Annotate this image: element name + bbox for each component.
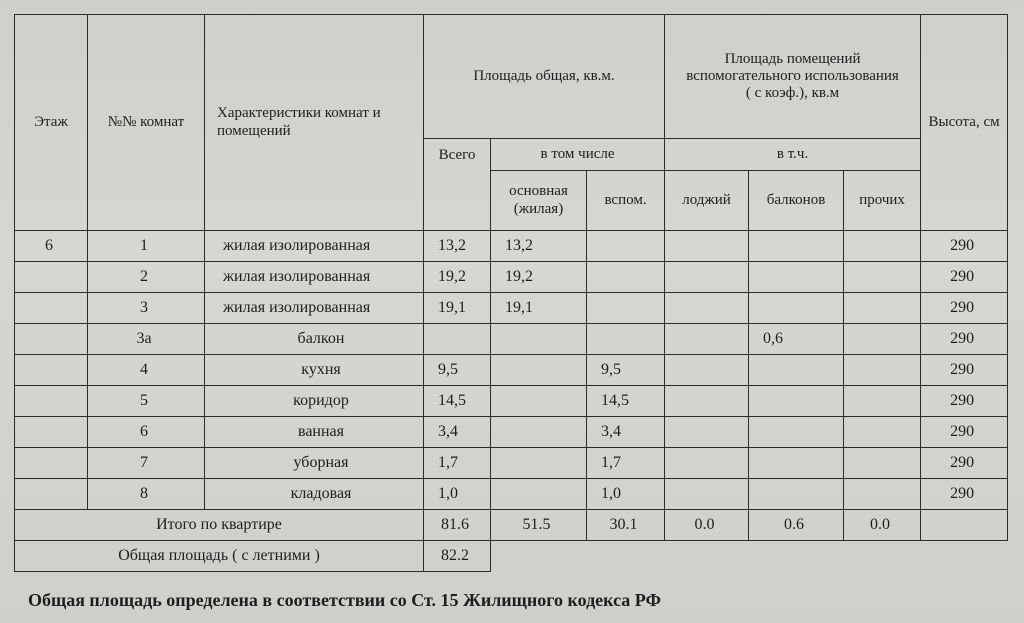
cell-aux: [587, 262, 665, 293]
cell-room: 1: [88, 231, 205, 262]
cell-total: 14,5: [424, 386, 491, 417]
cell-other: [844, 386, 921, 417]
table-row: [15, 231, 1008, 262]
cell-floor: [15, 448, 88, 479]
cell-room: 4: [88, 355, 205, 386]
table-row: [15, 448, 1008, 479]
cell-loggia: [665, 262, 749, 293]
cell-other: [844, 324, 921, 355]
summer-area-empty: [491, 541, 1008, 572]
cell-main: 19,1: [491, 293, 587, 324]
table-row: [15, 293, 1008, 324]
cell-room: 3а: [88, 324, 205, 355]
cell-floor: 6: [15, 231, 88, 262]
cell-room: 7: [88, 448, 205, 479]
cell-main: [491, 324, 587, 355]
cell-description: балкон: [205, 324, 424, 355]
totals-total: 81.6: [424, 510, 491, 541]
header-other: прочих: [844, 171, 921, 231]
header-floor: Этаж: [15, 15, 88, 231]
cell-aux: 1,7: [587, 448, 665, 479]
table-row: [15, 262, 1008, 293]
cell-description: кухня: [205, 355, 424, 386]
cell-other: [844, 355, 921, 386]
cell-description: жилая изолированная: [205, 262, 424, 293]
cell-floor: [15, 262, 88, 293]
cell-main: [491, 479, 587, 510]
cell-balcony: [749, 479, 844, 510]
cell-aux: 14,5: [587, 386, 665, 417]
cell-loggia: [665, 231, 749, 262]
cell-balcony: [749, 262, 844, 293]
cell-height: 290: [921, 479, 1008, 510]
totals-height: [921, 510, 1008, 541]
header-main: основная (жилая): [491, 171, 587, 231]
table-row: [15, 386, 1008, 417]
cell-height: 290: [921, 262, 1008, 293]
cell-other: [844, 417, 921, 448]
cell-main: 19,2: [491, 262, 587, 293]
cell-room: 5: [88, 386, 205, 417]
totals-balcony: 0.6: [749, 510, 844, 541]
totals-row: [15, 510, 1008, 541]
cell-balcony: [749, 448, 844, 479]
header-including: в том числе: [491, 139, 665, 171]
table-row: [15, 479, 1008, 510]
cell-height: 290: [921, 417, 1008, 448]
header-characteristics: Характеристики комнат и помещений: [205, 15, 424, 231]
cell-balcony: [749, 293, 844, 324]
cell-room: 3: [88, 293, 205, 324]
summer-area-label: Общая площадь ( с летними ): [15, 541, 424, 572]
cell-aux: 9,5: [587, 355, 665, 386]
cell-total: 9,5: [424, 355, 491, 386]
cell-aux: [587, 324, 665, 355]
cell-total: [424, 324, 491, 355]
cell-room: 6: [88, 417, 205, 448]
cell-floor: [15, 355, 88, 386]
cell-total: 19,1: [424, 293, 491, 324]
cell-other: [844, 448, 921, 479]
header-loggias: лоджий: [665, 171, 749, 231]
cell-floor: [15, 324, 88, 355]
cell-balcony: [749, 417, 844, 448]
summer-area-row: [15, 541, 1008, 572]
cell-balcony: [749, 386, 844, 417]
cell-loggia: [665, 355, 749, 386]
cell-description: ванная: [205, 417, 424, 448]
room-area-table: [14, 14, 1008, 572]
cell-height: 290: [921, 355, 1008, 386]
cell-total: 3,4: [424, 417, 491, 448]
cell-main: [491, 448, 587, 479]
cell-main: [491, 355, 587, 386]
cell-balcony: [749, 231, 844, 262]
cell-other: [844, 262, 921, 293]
cell-floor: [15, 479, 88, 510]
table-row: [15, 324, 1008, 355]
table-row: [15, 417, 1008, 448]
cell-loggia: [665, 448, 749, 479]
cell-floor: [15, 386, 88, 417]
totals-loggia: 0.0: [665, 510, 749, 541]
cell-loggia: [665, 293, 749, 324]
header-incl-short: в т.ч.: [665, 139, 921, 171]
cell-total: 13,2: [424, 231, 491, 262]
cell-height: 290: [921, 448, 1008, 479]
footer-note: Общая площадь определена в соответствии со Ст. 15 Жилищного кодекса РФ: [28, 590, 661, 610]
cell-other: [844, 231, 921, 262]
cell-total: 19,2: [424, 262, 491, 293]
totals-label: Итого по квартире: [15, 510, 424, 541]
header-height: Высота, см: [921, 15, 1008, 231]
cell-total: 1,0: [424, 479, 491, 510]
cell-description: кладовая: [205, 479, 424, 510]
cell-balcony: [749, 355, 844, 386]
cell-height: 290: [921, 324, 1008, 355]
cell-floor: [15, 417, 88, 448]
cell-main: [491, 417, 587, 448]
header-all: Всего: [424, 139, 491, 231]
header-room-number: №№ комнат: [88, 15, 205, 231]
cell-loggia: [665, 417, 749, 448]
totals-main: 51.5: [491, 510, 587, 541]
cell-total: 1,7: [424, 448, 491, 479]
cell-loggia: [665, 324, 749, 355]
cell-description: уборная: [205, 448, 424, 479]
cell-main: 13,2: [491, 231, 587, 262]
cell-height: 290: [921, 386, 1008, 417]
cell-description: жилая изолированная: [205, 293, 424, 324]
cell-aux: [587, 293, 665, 324]
header-aux: вспом.: [587, 171, 665, 231]
cell-balcony: 0,6: [749, 324, 844, 355]
totals-aux: 30.1: [587, 510, 665, 541]
cell-loggia: [665, 479, 749, 510]
cell-description: коридор: [205, 386, 424, 417]
cell-aux: 3,4: [587, 417, 665, 448]
table-row: [15, 355, 1008, 386]
header-aux-area: Площадь помещений вспомогательного использования ( с коэф.), кв.м: [665, 15, 921, 139]
cell-other: [844, 479, 921, 510]
cell-height: 290: [921, 293, 1008, 324]
header-total-area: Площадь общая, кв.м.: [424, 15, 665, 139]
cell-other: [844, 293, 921, 324]
totals-other: 0.0: [844, 510, 921, 541]
cell-main: [491, 386, 587, 417]
cell-aux: 1,0: [587, 479, 665, 510]
cell-loggia: [665, 386, 749, 417]
cell-room: 8: [88, 479, 205, 510]
cell-room: 2: [88, 262, 205, 293]
cell-floor: [15, 293, 88, 324]
summer-area-value: 82.2: [424, 541, 491, 572]
cell-aux: [587, 231, 665, 262]
cell-description: жилая изолированная: [205, 231, 424, 262]
header-balconies: балконов: [749, 171, 844, 231]
cell-height: 290: [921, 231, 1008, 262]
